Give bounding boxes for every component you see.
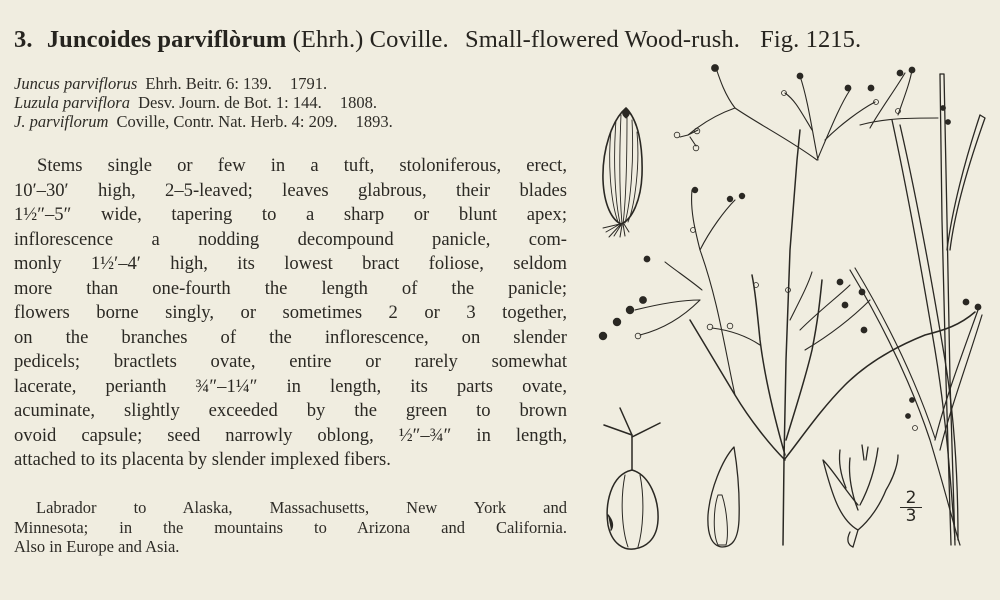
description-line: pedicels; bractlets ovate, entire or rarely somewhat: [14, 351, 567, 372]
range-line: Minnesota; in the mountains to Arizona and California.: [14, 517, 567, 537]
species-number: 3.: [14, 26, 33, 53]
species-description: [14, 154, 567, 473]
description-line: 1½″–5″ wide, tapering to a sharp or blunt apex;: [14, 204, 567, 225]
synonym-entry: [14, 74, 393, 93]
synonym-name: Juncus parviflorus: [14, 74, 138, 93]
description-line: monly 1½′–4′ high, its lowest bract foliose, seldom: [14, 253, 567, 274]
description-line: lacerate, perianth ¾″–1¼″ in length, its parts ovate,: [14, 375, 567, 397]
flower-detail-icon: [823, 445, 898, 547]
botanical-illustration: [590, 60, 1000, 560]
scale-denominator: 3: [905, 506, 917, 526]
authority: (Ehrh.) Coville.: [292, 26, 449, 53]
description-line: Stems single or few in a tuft, stoloniferous, erect,: [37, 155, 567, 176]
capsule-detail-icon: [604, 408, 660, 549]
synonym-year: 1808.: [339, 93, 377, 112]
synonym-entry: [14, 112, 393, 131]
common-name: Small-flowered Wood-rush.: [464, 26, 740, 53]
description-line: more than one-fourth the length of the panicle;: [14, 277, 567, 299]
synonym-entry: [14, 93, 393, 112]
plant-stem-icon: [690, 74, 985, 545]
scale-fraction: [900, 490, 922, 525]
synonym-year: 1791.: [290, 74, 328, 93]
bract-detail-icon: [708, 447, 739, 547]
description-line: inflorescence a nodding decompound panicle, com-: [14, 228, 567, 250]
figure-number: Fig. 1215.: [760, 26, 862, 53]
scientific-name: Juncoides parviflòrum: [46, 26, 287, 53]
distribution-range: [14, 498, 567, 557]
description-line: on the branches of the inflorescence, on slender: [14, 326, 567, 348]
description-line: ovoid capsule; seed narrowly oblong, ½″–¾″ in length,: [14, 424, 567, 446]
range-line: Also in Europe and Asia.: [14, 537, 180, 556]
synonym-reference: Coville, Contr. Nat. Herb. 4: 209.: [116, 112, 338, 131]
range-line: Labrador to Alaska, Massachusetts, New York and: [36, 498, 567, 517]
synonym-name: Luzula parviflora: [14, 93, 130, 112]
scale-numerator: 2: [905, 488, 917, 508]
synonym-name: J. parviflorum: [14, 112, 109, 131]
description-line: attached to its placenta by slender implexed fibers.: [14, 449, 391, 470]
synonym-reference: Desv. Journ. de Bot. 1: 144.: [138, 93, 322, 112]
synonym-year: 1893.: [355, 112, 393, 131]
description-line: 10′–30′ high, 2–5-leaved; leaves glabrous, their blades: [14, 179, 567, 201]
description-line: flowers borne singly, or sometimes 2 or 3 together,: [14, 302, 567, 323]
species-heading: [14, 26, 994, 54]
description-line: acuminate, slightly exceeded by the green to brown: [14, 400, 567, 421]
seed-detail-icon: [603, 108, 642, 237]
synonym-reference: Ehrh. Beitr. 6: 139.: [145, 74, 272, 93]
synonymy-list: [14, 74, 393, 131]
